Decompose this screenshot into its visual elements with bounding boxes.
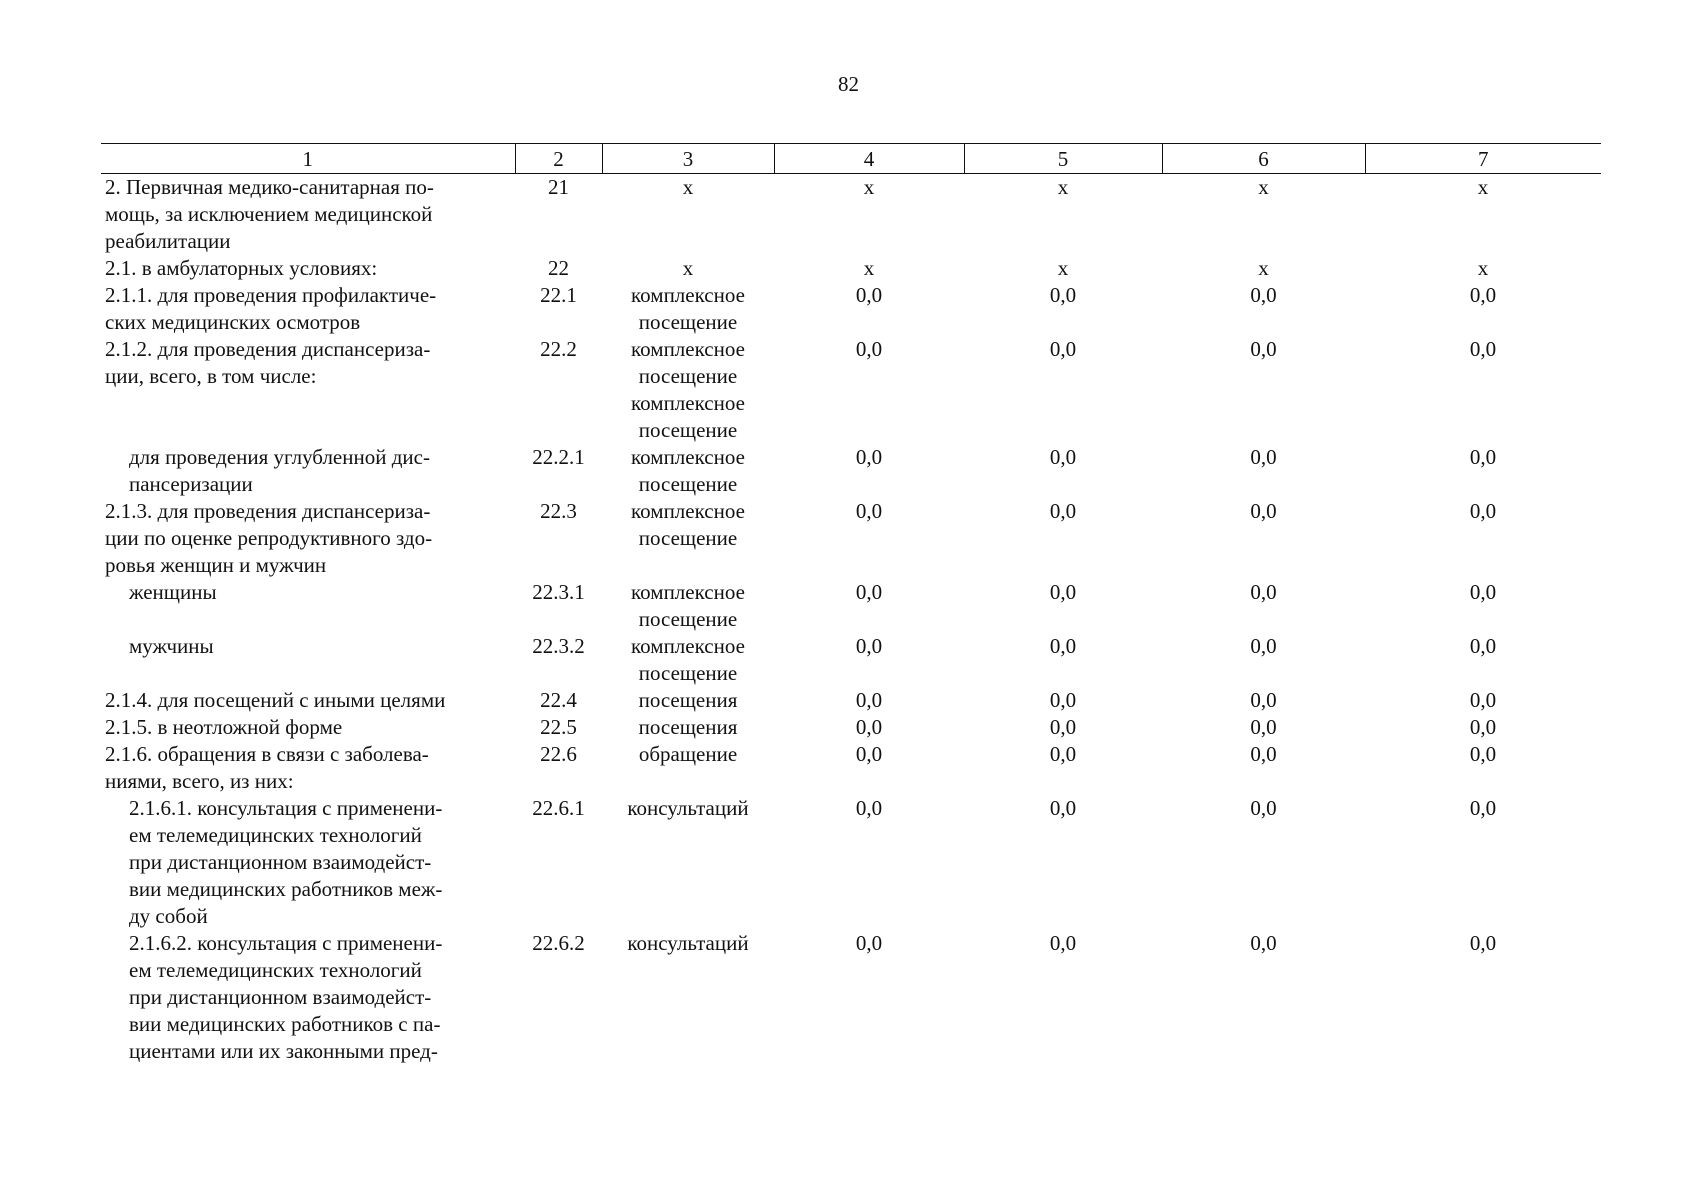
unit-of-measure	[602, 687, 774, 714]
row-name-line: циентами или их законными пред-	[129, 1039, 438, 1063]
table-body	[101, 174, 1601, 1066]
row-name-line: вии медицинских работников с па-	[129, 1012, 441, 1036]
row-code: 22	[548, 256, 569, 280]
row-name-line: реабилитации	[105, 229, 231, 253]
unit-line: посещение	[638, 661, 738, 685]
row-name	[101, 579, 515, 633]
column-header: 2	[515, 144, 602, 174]
value-cell-col4: 0,0	[855, 580, 883, 604]
value-cell-col7: х	[1477, 175, 1489, 199]
unit-line: комплексное	[631, 337, 745, 361]
value-cell-col5: 0,0	[1049, 715, 1077, 739]
value-cell-col4: х	[863, 256, 875, 280]
value-cell-col7: 0,0	[1469, 337, 1497, 361]
row-name-line: ниями, всего, из них:	[105, 769, 294, 793]
unit-of-measure	[602, 714, 774, 741]
unit-of-measure	[602, 336, 774, 444]
row-name-line: ции, всего, в том числе:	[105, 364, 317, 388]
row-code: 22.2	[540, 337, 577, 361]
value-cell-col7: х	[1477, 256, 1489, 280]
row-name	[101, 795, 515, 930]
value-cell-col5: 0,0	[1049, 931, 1077, 955]
row-name-line: при дистанционном взаимодейст-	[129, 985, 432, 1009]
column-header: 7	[1365, 144, 1601, 174]
value-cell-col4: 0,0	[855, 688, 883, 712]
value-cell-col7: 0,0	[1469, 634, 1497, 658]
value-cell-col7: 0,0	[1469, 445, 1497, 469]
row-code: 22.5	[540, 715, 577, 739]
unit-of-measure	[602, 795, 774, 930]
unit-line: х	[682, 175, 694, 199]
row-name	[101, 741, 515, 795]
table-row	[101, 282, 1601, 336]
unit-of-measure	[602, 930, 774, 1065]
value-cell-col4: 0,0	[855, 283, 883, 307]
row-name	[101, 336, 515, 444]
table-row	[101, 336, 1601, 444]
row-name-line: 2.1.4. для посещений с иными целями	[105, 688, 446, 712]
value-cell-col6: 0,0	[1250, 337, 1277, 361]
value-cell-col5: х	[1057, 256, 1069, 280]
value-cell-col5: 0,0	[1049, 580, 1077, 604]
value-cell-col4: 0,0	[855, 445, 883, 469]
table-row	[101, 579, 1601, 633]
unit-of-measure	[602, 174, 774, 256]
table-row	[101, 930, 1601, 1065]
value-cell-col6: 0,0	[1250, 796, 1277, 820]
unit-of-measure	[602, 444, 774, 498]
unit-line: посещение	[638, 472, 738, 496]
row-name-line: женщины	[129, 580, 217, 604]
value-cell-col5: 0,0	[1049, 742, 1077, 766]
value-cell-col5: 0,0	[1049, 337, 1077, 361]
row-code: 22.1	[540, 283, 577, 307]
unit-line: комплексное	[631, 445, 745, 469]
row-code: 22.2.1	[532, 445, 585, 469]
unit-line: комплексное	[631, 580, 745, 604]
unit-line: посещение	[638, 526, 738, 550]
row-code: 22.6	[540, 742, 577, 766]
row-name	[101, 174, 515, 256]
row-name	[101, 444, 515, 498]
row-name-line: 2.1.2. для проведения диспансериза-	[105, 337, 431, 361]
value-cell-col6: х	[1258, 175, 1269, 199]
row-code: 21	[548, 175, 569, 199]
value-cell-col4: 0,0	[855, 715, 883, 739]
value-cell-col6: 0,0	[1250, 742, 1277, 766]
value-cell-col7: 0,0	[1469, 742, 1497, 766]
column-header: 5	[964, 144, 1162, 174]
value-cell-col4: 0,0	[855, 931, 883, 955]
unit-line: консультаций	[627, 931, 749, 955]
row-name-line: 2.1.5. в неотложной форме	[105, 715, 343, 739]
row-name-line: мужчины	[129, 634, 214, 658]
unit-line: посещения	[638, 688, 738, 712]
unit-line: комплексное	[631, 391, 745, 415]
value-cell-col7: 0,0	[1469, 688, 1497, 712]
row-name-line: ских медицинских осмотров	[105, 310, 361, 334]
value-cell-col6: 0,0	[1250, 634, 1277, 658]
unit-line: посещение	[638, 310, 738, 334]
unit-of-measure	[602, 498, 774, 579]
value-cell-col6: х	[1258, 256, 1269, 280]
table-row	[101, 498, 1601, 579]
row-name-line: 2. Первичная медико-санитарная по-	[105, 175, 434, 199]
row-code: 22.3.2	[532, 634, 585, 658]
row-name-line: ду собой	[129, 904, 208, 928]
row-code: 22.6.1	[532, 796, 585, 820]
row-name-line: 2.1.6. обращения в связи с заболева-	[105, 742, 429, 766]
data-table	[101, 143, 1601, 1065]
row-name-line: при дистанционном взаимодейст-	[129, 850, 432, 874]
row-name	[101, 633, 515, 687]
row-name-line: 2.1.6.2. консультация с применени-	[129, 931, 443, 955]
table-row	[101, 174, 1601, 256]
value-cell-col6: 0,0	[1250, 499, 1277, 523]
value-cell-col7: 0,0	[1469, 715, 1497, 739]
row-name	[101, 255, 515, 282]
unit-of-measure	[602, 282, 774, 336]
row-name-line: пансеризации	[129, 472, 253, 496]
unit-line: комплексное	[631, 634, 745, 658]
unit-line: х	[682, 256, 694, 280]
unit-of-measure	[602, 255, 774, 282]
row-name-line: мощь, за исключением медицинской	[105, 202, 433, 226]
table-row	[101, 687, 1601, 714]
unit-line: комплексное	[631, 499, 745, 523]
value-cell-col7: 0,0	[1469, 499, 1497, 523]
row-name-line: 2.1. в амбулаторных условиях:	[105, 256, 378, 280]
row-code: 22.4	[540, 688, 577, 712]
row-name	[101, 282, 515, 336]
unit-of-measure	[602, 579, 774, 633]
value-cell-col5: 0,0	[1049, 634, 1077, 658]
column-header: 4	[774, 144, 964, 174]
value-cell-col5: 0,0	[1049, 796, 1077, 820]
row-name-line: ем телемедицинских технологий	[129, 823, 422, 847]
unit-line: посещение	[638, 607, 738, 631]
value-cell-col4: 0,0	[855, 796, 883, 820]
table-row	[101, 444, 1601, 498]
value-cell-col7: 0,0	[1469, 796, 1497, 820]
unit-line: посещение	[638, 364, 738, 388]
value-cell-col6: 0,0	[1250, 715, 1277, 739]
row-name-line: 2.1.6.1. консультация с применени-	[129, 796, 443, 820]
value-cell-col5: х	[1057, 175, 1069, 199]
value-cell-col7: 0,0	[1469, 283, 1497, 307]
row-name-line: ем телемедицинских технологий	[129, 958, 422, 982]
value-cell-col6: 0,0	[1250, 283, 1277, 307]
value-cell-col6: 0,0	[1250, 688, 1277, 712]
value-cell-col4: х	[863, 175, 875, 199]
table-row	[101, 255, 1601, 282]
row-code: 22.6.2	[532, 931, 585, 955]
value-cell-col4: 0,0	[855, 742, 883, 766]
value-cell-col5: 0,0	[1049, 499, 1077, 523]
unit-of-measure	[602, 633, 774, 687]
value-cell-col7: 0,0	[1469, 931, 1497, 955]
row-name	[101, 687, 515, 714]
value-cell-col7: 0,0	[1469, 580, 1497, 604]
row-name-line: вии медицинских работников меж-	[129, 877, 443, 901]
table-row	[101, 741, 1601, 795]
value-cell-col6: 0,0	[1250, 580, 1277, 604]
page-number: 82	[838, 72, 859, 96]
row-name	[101, 930, 515, 1065]
row-name	[101, 498, 515, 579]
value-cell-col5: 0,0	[1049, 445, 1077, 469]
value-cell-col5: 0,0	[1049, 688, 1077, 712]
unit-line: посещения	[638, 715, 738, 739]
value-cell-col4: 0,0	[855, 499, 883, 523]
row-name-line: ровья женщин и мужчин	[105, 553, 327, 577]
row-name-line: 2.1.1. для проведения профилактиче-	[105, 283, 437, 307]
value-cell-col5: 0,0	[1049, 283, 1077, 307]
row-name-line: 2.1.3. для проведения диспансериза-	[105, 499, 431, 523]
unit-line: консультаций	[627, 796, 749, 820]
table-row	[101, 795, 1601, 930]
column-header: 3	[602, 144, 774, 174]
unit-line: обращение	[638, 742, 738, 766]
column-header: 6	[1162, 144, 1365, 174]
header-row	[101, 144, 1601, 174]
row-code: 22.3.1	[532, 580, 585, 604]
unit-line: посещение	[638, 418, 738, 442]
value-cell-col4: 0,0	[855, 634, 883, 658]
value-cell-col6: 0,0	[1250, 931, 1277, 955]
column-header: 1	[101, 144, 515, 174]
row-name-line: ции по оценке репродуктивного здо-	[105, 526, 433, 550]
row-name	[101, 714, 515, 741]
value-cell-col6: 0,0	[1250, 445, 1277, 469]
table-row	[101, 714, 1601, 741]
table-row	[101, 633, 1601, 687]
value-cell-col4: 0,0	[855, 337, 883, 361]
unit-of-measure	[602, 741, 774, 795]
row-name-line: для проведения углубленной дис-	[129, 445, 430, 469]
row-code: 22.3	[540, 499, 577, 523]
unit-line: комплексное	[631, 283, 745, 307]
